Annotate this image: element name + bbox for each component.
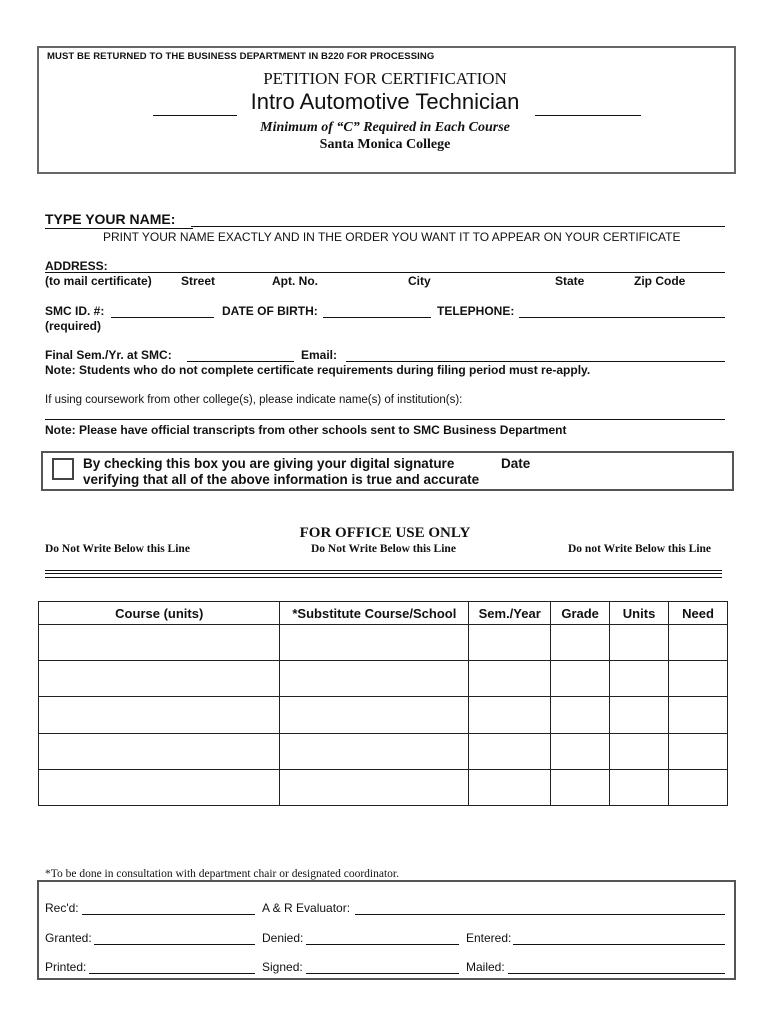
name-instruction: PRINT YOUR NAME EXACTLY AND IN THE ORDER YOU WANT IT TO APPEAR ON YOUR CERTIFICATE bbox=[103, 230, 681, 244]
table-cell[interactable] bbox=[469, 661, 551, 697]
table-cell[interactable] bbox=[610, 697, 669, 733]
signature-checkbox[interactable] bbox=[52, 458, 74, 480]
table-cell[interactable] bbox=[669, 661, 728, 697]
office-note-center: Do Not Write Below this Line bbox=[311, 543, 456, 555]
table-cell[interactable] bbox=[39, 733, 280, 769]
col-grade: Grade bbox=[551, 602, 610, 625]
state-label: State bbox=[555, 274, 585, 288]
telephone-label: TELEPHONE: bbox=[437, 304, 515, 318]
table-cell[interactable] bbox=[669, 625, 728, 661]
course-table bbox=[38, 601, 728, 806]
zip-label: Zip Code bbox=[634, 274, 686, 288]
signed-field[interactable] bbox=[306, 973, 459, 974]
denied-label: Denied: bbox=[262, 931, 304, 945]
table-cell[interactable] bbox=[551, 661, 610, 697]
smc-id-field[interactable] bbox=[111, 317, 214, 318]
table-cell[interactable] bbox=[469, 625, 551, 661]
course-table-header bbox=[39, 602, 728, 625]
office-double-line-1 bbox=[45, 570, 722, 574]
table-row bbox=[39, 625, 728, 661]
city-label: City bbox=[408, 274, 431, 288]
table-cell[interactable] bbox=[280, 625, 469, 661]
granted-label: Granted: bbox=[45, 931, 92, 945]
required-note: (required) bbox=[45, 319, 102, 333]
address-field[interactable] bbox=[45, 272, 725, 273]
table-cell[interactable] bbox=[669, 769, 728, 805]
dob-label: DATE OF BIRTH: bbox=[222, 304, 318, 318]
transcript-note: Note: Please have official transcripts from other schools sent to SMC Business Department bbox=[45, 423, 567, 437]
address-sublabel: (to mail certificate) bbox=[45, 274, 152, 288]
email-field[interactable] bbox=[346, 361, 725, 362]
final-sem-field[interactable] bbox=[187, 361, 294, 362]
col-sem-year: Sem./Year bbox=[469, 602, 551, 625]
table-cell[interactable] bbox=[610, 769, 669, 805]
granted-field[interactable] bbox=[94, 944, 255, 945]
entered-label: Entered: bbox=[466, 931, 512, 945]
table-cell[interactable] bbox=[610, 661, 669, 697]
office-note-left: Do Not Write Below this Line bbox=[45, 543, 190, 555]
institution-question: If using coursework from other college(s), please indicate name(s) of institution(s): bbox=[45, 394, 463, 406]
table-cell[interactable] bbox=[280, 661, 469, 697]
table-cell[interactable] bbox=[551, 697, 610, 733]
table-cell[interactable] bbox=[469, 769, 551, 805]
col-substitute-course: *Substitute Course/School bbox=[280, 602, 469, 625]
signature-date-label: Date bbox=[501, 456, 531, 471]
name-label-underline bbox=[45, 228, 193, 229]
table-cell[interactable] bbox=[551, 625, 610, 661]
signature-text-line1: By checking this box you are giving your digital signature bbox=[83, 456, 455, 471]
mailed-field[interactable] bbox=[508, 973, 725, 974]
table-cell[interactable] bbox=[280, 733, 469, 769]
reapply-note: Note: Students who do not complete certificate requirements during filing period must re-apply. bbox=[45, 363, 591, 377]
final-sem-label: Final Sem./Yr. at SMC: bbox=[45, 348, 172, 362]
col-units: Units bbox=[610, 602, 669, 625]
table-cell[interactable] bbox=[39, 697, 280, 733]
street-label: Street bbox=[181, 274, 216, 288]
table-row bbox=[39, 733, 728, 769]
denied-field[interactable] bbox=[306, 944, 459, 945]
email-label: Email: bbox=[301, 348, 338, 362]
evaluator-field[interactable] bbox=[355, 914, 725, 915]
smc-id-label: SMC ID. #: bbox=[45, 304, 105, 318]
petition-title: PETITION FOR CERTIFICATION bbox=[263, 69, 507, 88]
table-row bbox=[39, 697, 728, 733]
return-notice: MUST BE RETURNED TO THE BUSINESS DEPARTMENT IN B220 FOR PROCESSING bbox=[47, 51, 435, 62]
office-use-title: FOR OFFICE USE ONLY bbox=[299, 525, 471, 541]
name-field[interactable] bbox=[191, 226, 725, 227]
telephone-field[interactable] bbox=[519, 317, 725, 318]
institution-field[interactable] bbox=[45, 419, 725, 420]
table-cell[interactable] bbox=[39, 625, 280, 661]
entered-field[interactable] bbox=[513, 944, 725, 945]
table-cell[interactable] bbox=[610, 625, 669, 661]
table-cell[interactable] bbox=[469, 733, 551, 769]
minimum-requirement: Minimum of “C” Required in Each Course bbox=[260, 120, 510, 135]
program-title: Intro Automotive Technician bbox=[250, 89, 520, 114]
office-fields-box bbox=[37, 880, 736, 980]
college-name: Santa Monica College bbox=[319, 137, 451, 152]
recd-label: Rec'd: bbox=[45, 901, 79, 915]
apt-label: Apt. No. bbox=[272, 274, 318, 288]
table-cell[interactable] bbox=[669, 733, 728, 769]
table-cell[interactable] bbox=[280, 697, 469, 733]
office-note-right: Do not Write Below this Line bbox=[568, 543, 712, 555]
name-label: TYPE YOUR NAME: bbox=[45, 211, 176, 227]
table-cell[interactable] bbox=[610, 733, 669, 769]
table-cell[interactable] bbox=[39, 769, 280, 805]
table-cell[interactable] bbox=[469, 697, 551, 733]
table-cell[interactable] bbox=[551, 733, 610, 769]
evaluator-label: A & R Evaluator: bbox=[262, 901, 351, 915]
dob-field[interactable] bbox=[323, 317, 431, 318]
signed-label: Signed: bbox=[262, 960, 303, 974]
col-need: Need bbox=[669, 602, 728, 625]
printed-label: Printed: bbox=[45, 960, 87, 974]
address-label: ADDRESS: bbox=[45, 259, 108, 273]
recd-field[interactable] bbox=[82, 914, 255, 915]
footnote: *To be done in consultation with department chair or designated coordinator. bbox=[45, 868, 400, 880]
table-row bbox=[39, 769, 728, 805]
col-course-units: Course (units) bbox=[39, 602, 280, 625]
mailed-label: Mailed: bbox=[466, 960, 505, 974]
program-blank-left bbox=[153, 115, 237, 116]
printed-field[interactable] bbox=[89, 973, 255, 974]
program-blank-right bbox=[535, 115, 641, 116]
table-cell[interactable] bbox=[39, 661, 280, 697]
office-line-2 bbox=[45, 577, 722, 578]
table-cell[interactable] bbox=[280, 769, 469, 805]
signature-text-line2: verifying that all of the above information is true and accurate bbox=[83, 472, 480, 487]
table-cell[interactable] bbox=[551, 769, 610, 805]
table-cell[interactable] bbox=[669, 697, 728, 733]
table-row bbox=[39, 661, 728, 697]
